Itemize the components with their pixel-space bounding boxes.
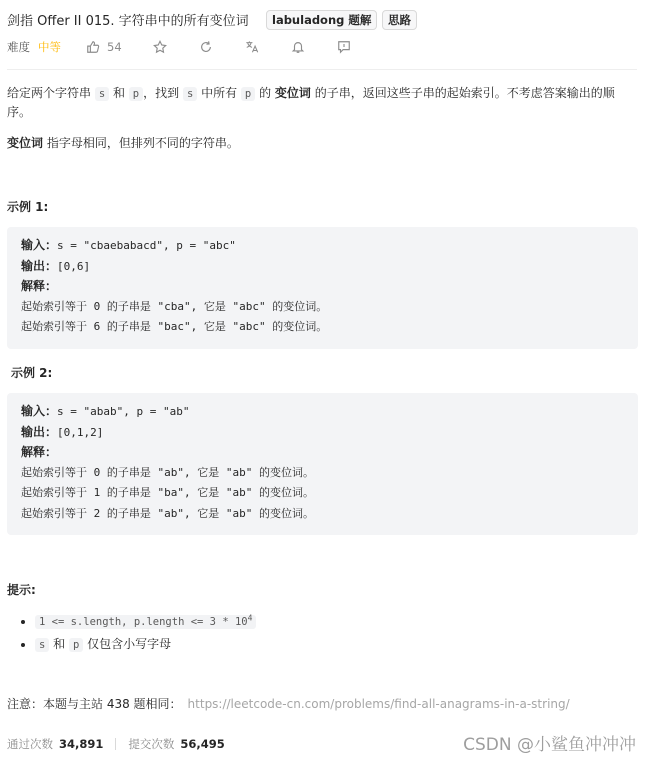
explain-line: 起始索引等于 0 的子串是 "cba", 它是 "abc" 的变位词。	[21, 299, 328, 313]
tip-item	[35, 633, 256, 656]
csdn-watermark: CSDN @小鲨鱼冲冲冲	[463, 735, 636, 755]
problem-description	[7, 84, 637, 121]
code-s: s	[183, 87, 197, 101]
input-label: 输入：	[21, 238, 58, 252]
thinking-tag-button[interactable]: 思路	[382, 10, 417, 30]
meta-toolbar	[7, 39, 382, 55]
output-label: 输出：	[21, 258, 58, 273]
submitted-value: 56,495	[180, 737, 225, 751]
code-s: s	[35, 638, 49, 652]
code-p: p	[241, 87, 255, 101]
tips-list	[7, 607, 256, 656]
likes-count: 54	[107, 40, 122, 54]
note-line	[7, 695, 570, 712]
problem-link[interactable]: https://leetcode-cn.com/problems/find-all-anagrams-in-a-string/	[187, 697, 570, 711]
example-2-block	[7, 393, 638, 535]
term-anagram: 变位词	[7, 136, 44, 150]
input-label: 输入：	[21, 404, 58, 418]
constraint-exponent: 4	[247, 613, 253, 622]
constraint-code	[35, 615, 256, 629]
code-p: p	[129, 87, 143, 101]
output-label: 输出：	[21, 424, 58, 439]
definition-text: 指字母相同，但排列不同的字符串。	[43, 136, 239, 150]
comment-icon[interactable]	[336, 39, 352, 55]
star-icon[interactable]	[152, 39, 168, 55]
difficulty-value: 中等	[38, 40, 61, 54]
submitted-label: 提交次数	[128, 737, 175, 751]
bell-icon[interactable]	[290, 39, 306, 55]
accepted-label: 通过次数	[7, 737, 53, 751]
desc-text: 给定两个字符串	[7, 86, 95, 100]
explain-line: 起始索引等于 0 的子串是 "ab", 它是 "ab" 的变位词。	[21, 465, 314, 479]
desc-text: 的	[255, 86, 275, 100]
stats-bar	[7, 736, 225, 752]
accepted-value: 34,891	[59, 737, 104, 751]
thumbs-up-icon[interactable]	[85, 39, 101, 55]
stats-divider	[115, 738, 116, 750]
explain-line: 起始索引等于 1 的子串是 "ba", 它是 "ab" 的变位词。	[21, 486, 314, 499]
explain-label: 解释：	[21, 445, 58, 459]
example-1-heading: 示例 1:	[7, 200, 49, 214]
desc-text: ，找到	[143, 86, 183, 100]
solution-tag-button[interactable]: labuladong 题解	[266, 10, 377, 30]
constraint-text: 1 <= s.length, p.length <= 3 * 10	[39, 615, 248, 628]
tips-heading: 提示:	[7, 583, 36, 597]
anagram-definition	[7, 134, 637, 152]
header-divider	[7, 69, 637, 70]
note-text: 注意：本题与主站 438 题相同：	[7, 697, 182, 711]
term-anagram: 变位词	[274, 86, 311, 100]
translate-icon[interactable]	[244, 39, 260, 55]
code-s: s	[95, 87, 109, 101]
code-p: p	[69, 638, 83, 652]
explain-line: 起始索引等于 2 的子串是 "ab", 它是 "ab" 的变位词。	[21, 506, 314, 520]
difficulty-label: 难度	[7, 40, 30, 54]
output-value: [0,1,2]	[57, 425, 104, 439]
explain-line: 起始索引等于 6 的子串是 "bac", 它是 "abc" 的变位词。	[21, 320, 328, 333]
problem-title: 剑指 Offer II 015. 字符串中的所有变位词	[7, 14, 249, 29]
input-value: s = "cbaebabacd", p = "abc"	[57, 239, 236, 252]
desc-text: 中所有	[197, 86, 241, 100]
share-icon[interactable]	[198, 39, 214, 55]
desc-text: 的子串，返回这些子串的起始索引。不考虑答案输出的顺序。	[7, 86, 615, 119]
example-1-block	[7, 227, 638, 349]
example-2-heading: 示例 2:	[11, 366, 53, 380]
input-value: s = "abab", p = "ab"	[57, 405, 190, 418]
tip-item	[35, 607, 256, 633]
desc-text: 和	[109, 86, 129, 100]
output-value: [0,6]	[57, 259, 91, 273]
tip-text: 和	[49, 636, 69, 651]
tip-text: 仅包含小写字母	[83, 636, 172, 651]
explain-label: 解释：	[21, 279, 58, 293]
